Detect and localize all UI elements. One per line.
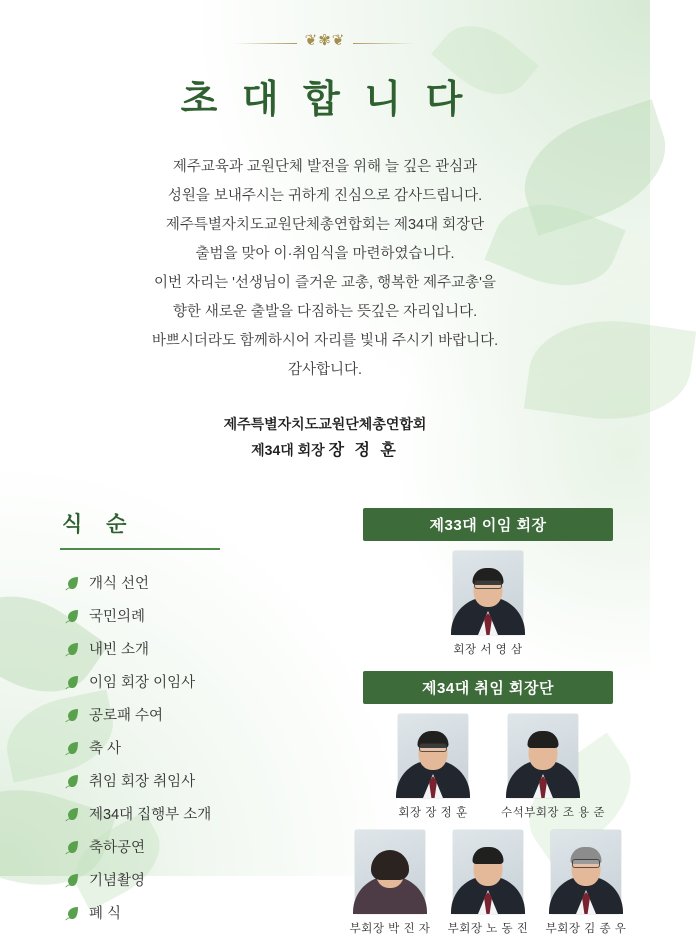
ornament-line-right [353,43,415,44]
portrait-photo [453,830,523,914]
ornament-glyph-icon: ❦✾❦ [304,32,346,49]
signature-organization: 제주특별자치도교원단체총연합회 [223,416,427,432]
lower-section [0,508,650,936]
list-item [58,764,328,797]
list-item-label: 취임 회장 취임사 [89,774,196,790]
leaf-bullet-icon [64,773,80,789]
ornament-line-left [235,43,297,44]
leaf-bullet-icon [64,839,80,855]
leaf-bullet-icon [64,674,80,690]
body-line: 이번 자리는 '선생님이 즐거운 교총, 행복한 제주교총'을 [154,275,496,291]
list-item [58,698,328,731]
signature-name: 장 정 훈 [328,442,399,459]
header-ornament [0,0,650,56]
leaf-bullet-icon [64,872,80,888]
leaf-bullet-icon [64,806,80,822]
incoming-photo-row-2 [338,830,638,936]
portrait-photo [551,830,621,914]
list-item [58,665,328,698]
body-line: 제주교육과 교원단체 발전을 위해 늘 깊은 관심과 [172,159,478,175]
incoming-photo-row-1 [338,714,638,820]
list-item [58,566,328,599]
officer-card [446,551,530,657]
officer-caption: 수석부회장 조 용 준 [501,807,605,819]
officer-card [446,830,530,936]
body-line: 감사합니다. [287,362,363,378]
list-item-label: 공로패 수여 [89,708,164,724]
body-line: 바쁘시더라도 함께하시어 자리를 빛내 주시기 바랍니다. [151,333,499,349]
portrait-photo [453,551,523,635]
leaf-bullet-icon [64,608,80,624]
officers-panel [338,508,638,936]
program-list [58,566,328,929]
body-line: 출범을 맞아 이·취임식을 마련하였습니다. [195,246,455,262]
list-item [58,896,328,929]
leaf-bullet-icon [64,707,80,723]
program-panel [58,508,328,929]
officer-caption: 부회장 박 진 자 [349,923,431,935]
list-item-label: 국민의례 [89,609,146,625]
list-item-label: 기념촬영 [89,873,146,889]
program-divider [60,548,220,550]
leaf-bullet-icon [64,905,80,921]
leaf-bullet-icon [64,575,80,591]
body-line: 성원을 보내주시는 귀하게 진심으로 감사드립니다. [167,188,483,204]
portrait-photo [508,714,578,798]
list-item [58,797,328,830]
outgoing-photo-row [338,551,638,657]
outgoing-president-band: 제33대 이임 회장 [363,508,613,541]
officer-caption: 회장 서 영 삼 [453,644,523,656]
list-item-label: 축하공연 [89,840,146,856]
list-item-label: 제34대 집행부 소개 [89,807,212,823]
program-heading: 식 순 [62,513,136,536]
list-item-label: 개식 선언 [89,576,150,592]
officer-card [348,830,432,936]
officer-card [501,714,605,820]
list-item [58,731,328,764]
list-item [58,599,328,632]
leaf-bullet-icon [64,641,80,657]
signature-block [0,411,650,464]
list-item-label: 폐 식 [89,906,122,922]
invitation-body [65,153,585,385]
list-item [58,863,328,896]
signature-role: 제34대 회장 [251,442,325,458]
officer-caption: 부회장 김 종 우 [545,923,627,935]
officer-caption: 회장 장 정 훈 [398,807,468,819]
leaf-bullet-icon [64,740,80,756]
body-line: 제주특별자치도교원단체총연합회는 제34대 회장단 [165,217,485,233]
officer-caption: 부회장 노 동 진 [447,923,529,935]
page-title: 초 대 합 니 다 [180,79,470,121]
list-item [58,632,328,665]
portrait-photo [355,830,425,914]
incoming-officers-band: 제34대 취임 회장단 [363,671,613,704]
list-item-label: 내빈 소개 [89,642,150,658]
officer-card [391,714,475,820]
officer-card [544,830,628,936]
body-line: 향한 새로운 출발을 다짐하는 뜻깊은 자리입니다. [172,304,478,320]
portrait-photo [398,714,468,798]
list-item-label: 축 사 [89,741,122,757]
list-item [58,830,328,863]
list-item-label: 이임 회장 이임사 [89,675,196,691]
